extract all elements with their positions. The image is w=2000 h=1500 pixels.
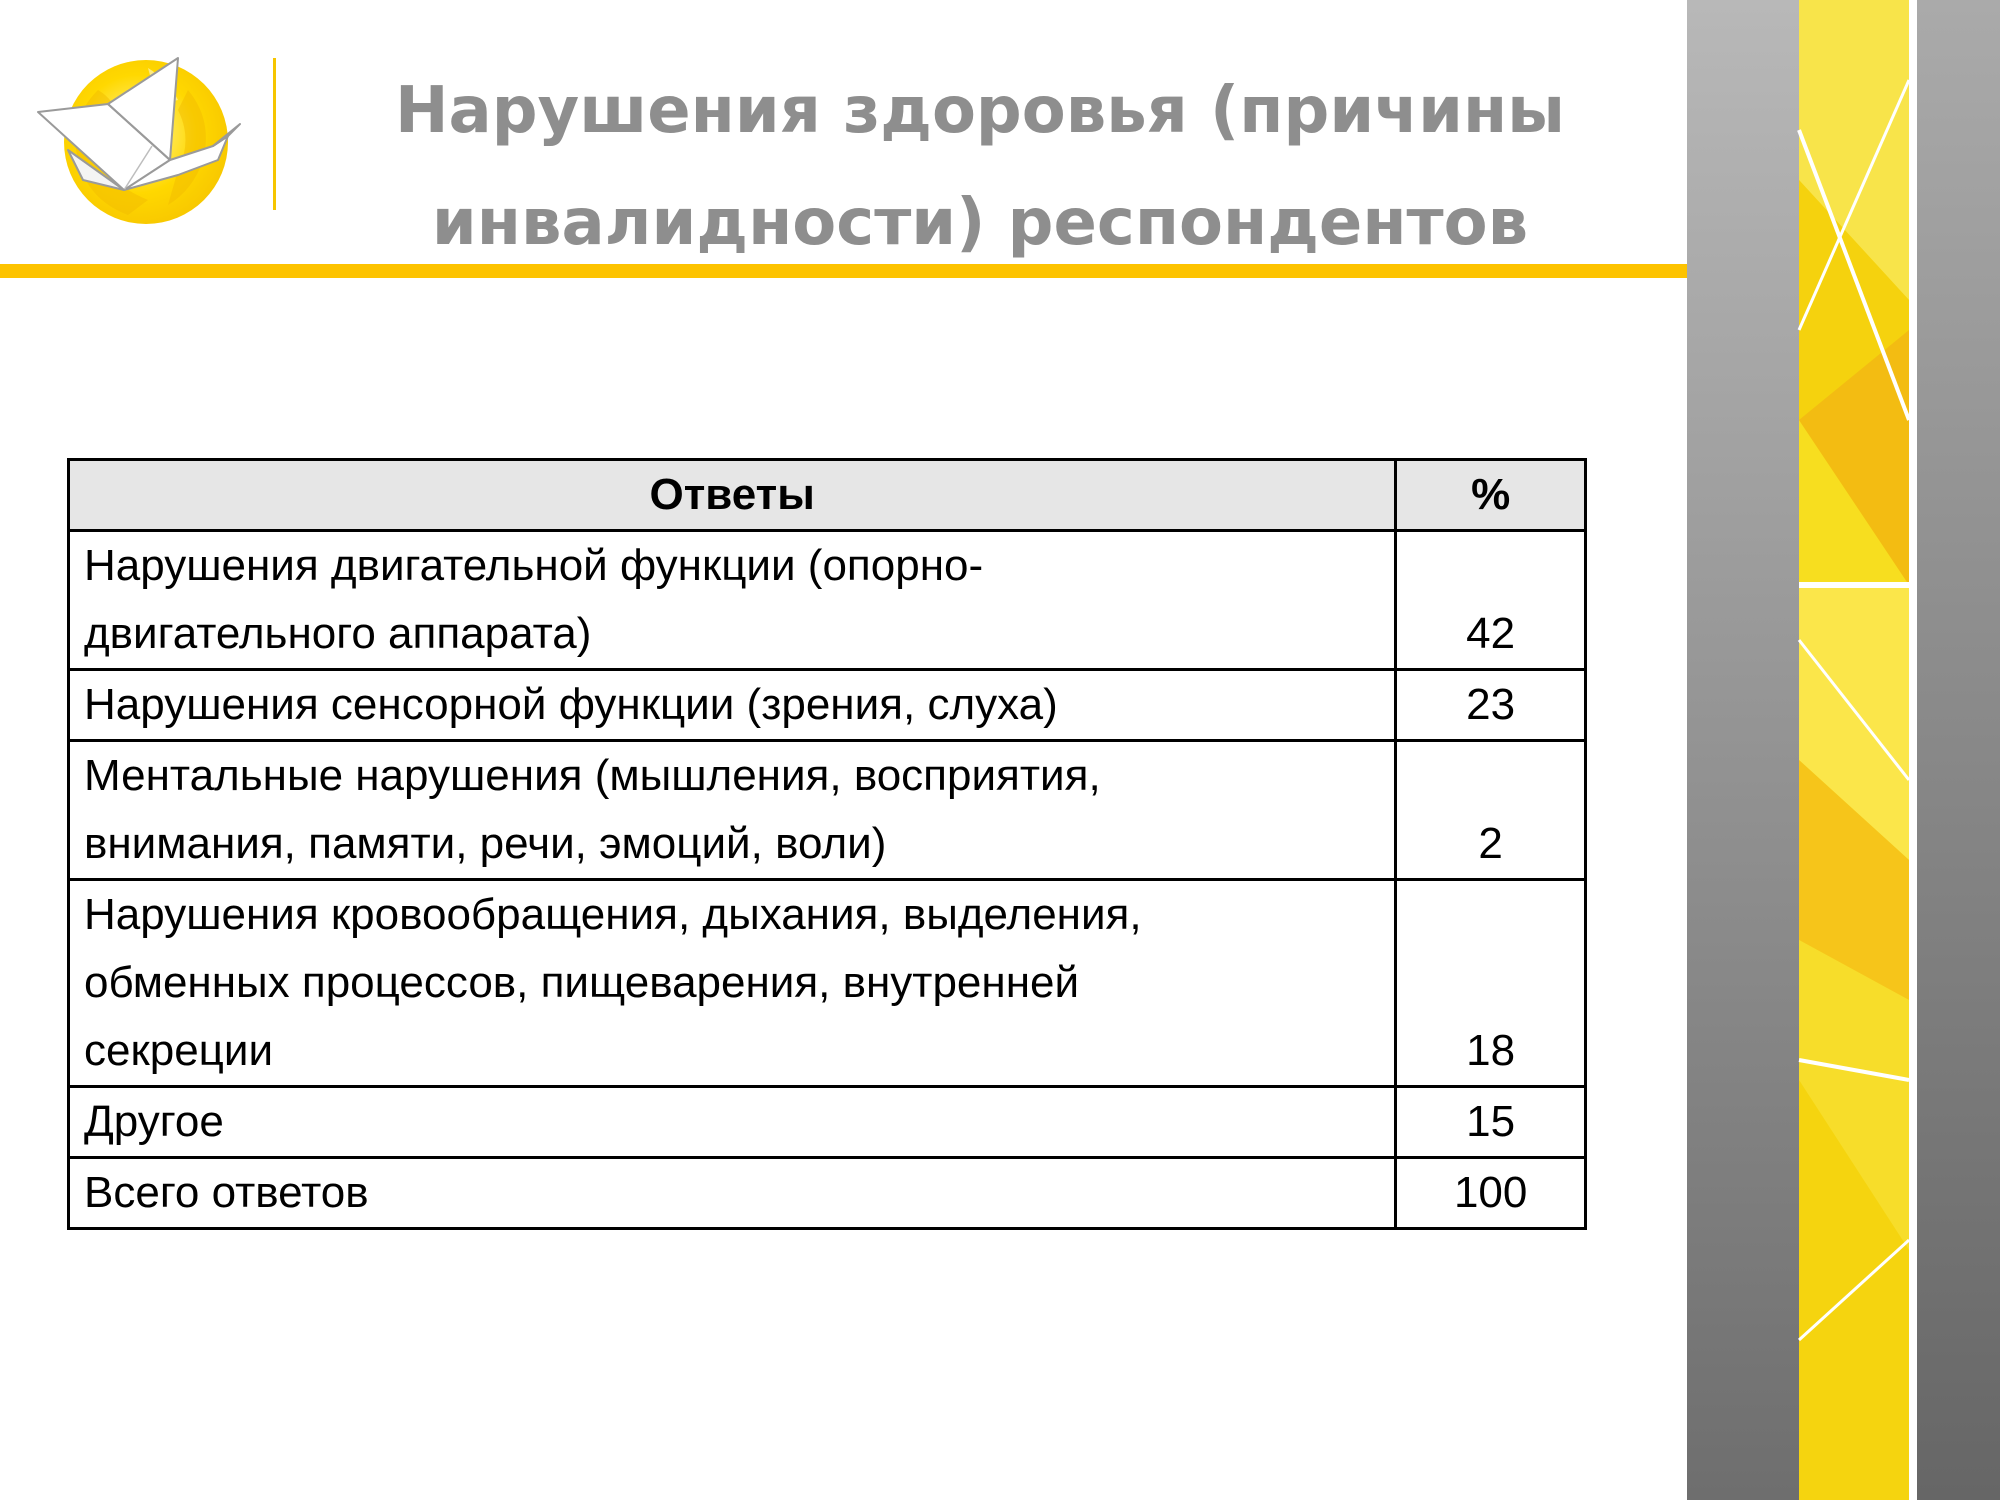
answer-text-line: Нарушения двигательной функции (опорно- [84,541,984,590]
answer-cell [69,1087,1396,1158]
answer-text-line: Другое [84,1097,224,1146]
slide-title [300,55,1660,279]
decorative-side-band [1687,0,2000,1500]
percent-cell: 42 [1396,531,1586,670]
table-row-total [69,1158,1586,1229]
answer-cell [69,880,1396,1087]
title-underline [0,264,1797,278]
percent-cell: 2 [1396,741,1586,880]
origami-dove-logo-icon [28,50,243,225]
table-row [69,741,1586,880]
answer-cell [69,1158,1396,1229]
percent-cell: 18 [1396,880,1586,1087]
percent-cell: 23 [1396,670,1586,741]
answer-text-line: Ментальные нарушения (мышления, восприятия, [84,751,1101,800]
column-header-answers: Ответы [69,460,1396,531]
percent-cell: 15 [1396,1087,1586,1158]
table-header-row [69,460,1586,531]
answer-text-line: секреции [84,1026,274,1075]
answer-text-line: Нарушения кровообращения, дыхания, выделения, [84,890,1142,939]
table-row [69,1087,1586,1158]
table-row [69,531,1586,670]
answer-text-line: внимания, памяти, речи, эмоций, воли) [84,819,887,868]
answer-cell [69,670,1396,741]
table-row [69,670,1586,741]
answer-text-line: обменных процессов, пищеварения, внутренней [84,958,1080,1007]
percent-cell: 100 [1396,1158,1586,1229]
slide-title-line-1: Нарушения здоровья (причины [394,74,1566,148]
answer-text-line: Нарушения сенсорной функции (зрения, слуха) [84,680,1058,729]
health-disorders-table [67,458,1587,1230]
answer-text-line: Всего ответов [84,1168,369,1217]
answer-text-line: двигательного аппарата) [84,609,592,658]
answer-cell [69,531,1396,670]
answer-cell [69,741,1396,880]
slide-title-line-2: инвалидности) респондентов [431,186,1529,260]
logo-divider [273,58,276,210]
column-header-percent: % [1396,460,1586,531]
table-row [69,880,1586,1087]
